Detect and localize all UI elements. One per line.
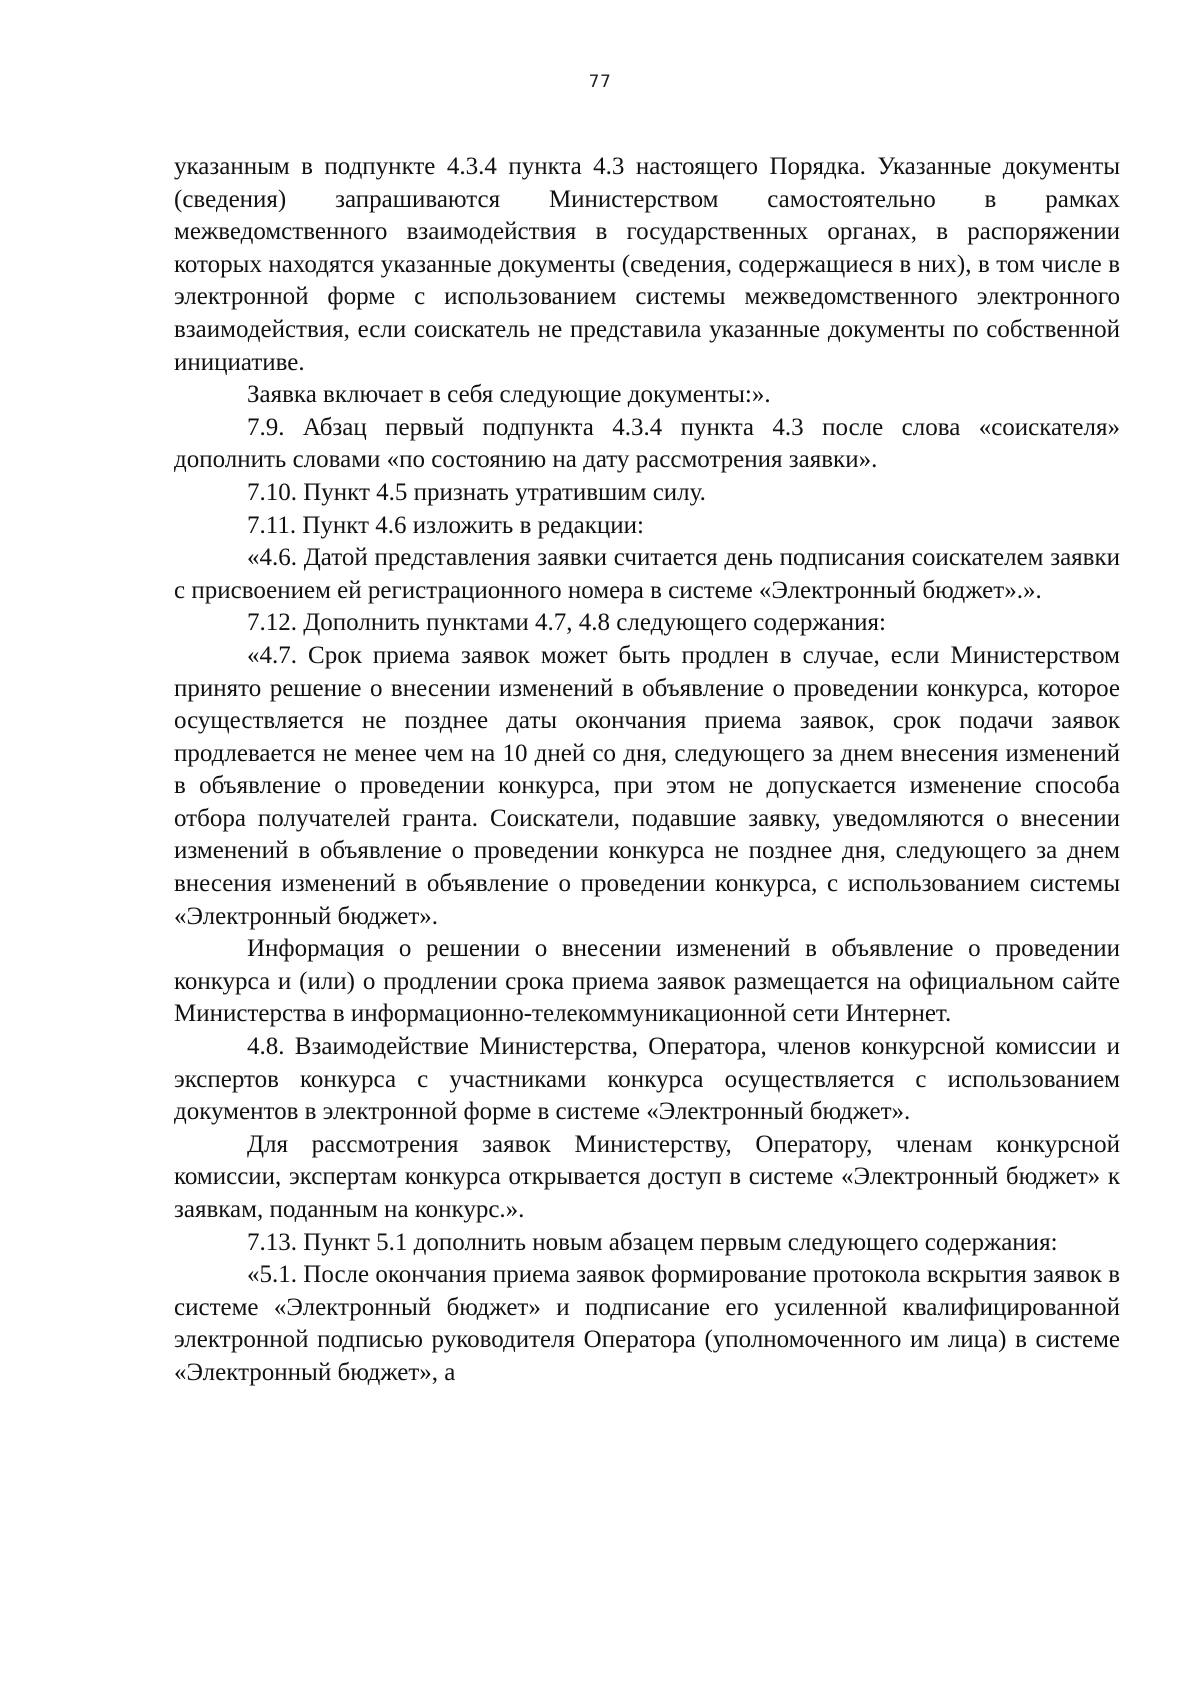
paragraph: 4.8. Взаимодействие Министерства, Оператора, членов конкурсной комиссии и экспертов конкурса с участниками конкурса осуществляется с использованием документов в электронной форме в системе «Электронный бюджет». xyxy=(174,1033,1120,1126)
paragraph: 7.9. Абзац первый подпункта 4.3.4 пункта 4.3 после слова «соискателя» дополнить словами «по состоянию на дату рассмотрения заявки». xyxy=(174,413,1120,474)
paragraph: 7.13. Пункт 5.1 дополнить новым абзацем первым следующего содержания: xyxy=(247,1228,1058,1256)
paragraph: указанным в подпункте 4.3.4 пункта 4.3 настоящего Порядка. Указанные документы (сведения) запрашиваются Министерством самостоятельно в рамках межведомственного взаимодействия в государственных органах, в распоряжении которых находятся указанные документы (сведения, содержащиеся в них), в том числе в электронной форме с использованием системы межведомственного электронного взаимодействия, если соискатель не представила указанные документы по собственной инициативе. xyxy=(174,153,1120,376)
paragraph: «5.1. После окончания приема заявок формирование протокола вскрытия заявок в системе «Электронный бюджет» и подписание его усиленной квалифицированной электронной подписью руководителя Оператора (уполномоченного им лица) в системе «Электронный бюджет», а xyxy=(174,1261,1120,1386)
document-body xyxy=(174,151,1120,1390)
paragraph: Для рассмотрения заявок Министерству, Оператору, членам конкурсной комиссии, экспертам конкурса открывается доступ в системе «Электронный бюджет» к заявкам, поданным на конкурс.». xyxy=(174,1130,1120,1223)
paragraph: 7.10. Пункт 4.5 признать утратившим силу. xyxy=(247,478,706,506)
page-number: 77 xyxy=(588,72,612,92)
paragraph: «4.7. Срок приема заявок может быть продлен в случае, если Министерством принято решение о внесении изменений в объявление о проведении конкурса, которое осуществляется не позднее даты окончания приема заявок, срок подачи заявок продлевается не менее чем на 10 дней со дня, следующего за днем внесения изменений в объявление о проведении конкурса, при этом не допускается изменение способа отбора получателей гранта. Соискатели, подавшие заявку, уведомляются о внесении изменений в объявление о проведении конкурса не позднее дня, следующего за днем внесения изменений в объявление о проведении конкурса, с использованием системы «Электронный бюджет». xyxy=(174,641,1120,930)
paragraph: Информация о решении о внесении изменений в объявление о проведении конкурса и (или) о продлении срока приема заявок размещается на официальном сайте Министерства в информационно-телекоммуникационной сети Интернет. xyxy=(174,935,1120,1028)
paragraph: «4.6. Датой представления заявки считается день подписания соискателем заявки с присвоением ей регистрационного номера в системе «Электронный бюджет».». xyxy=(174,544,1120,604)
paragraph: 7.11. Пункт 4.6 изложить в редакции: xyxy=(247,511,644,539)
paragraph: 7.12. Дополнить пунктами 4.7, 4.8 следующего содержания: xyxy=(247,609,886,637)
paragraph: Заявка включает в себя следующие документы:». xyxy=(247,381,771,409)
